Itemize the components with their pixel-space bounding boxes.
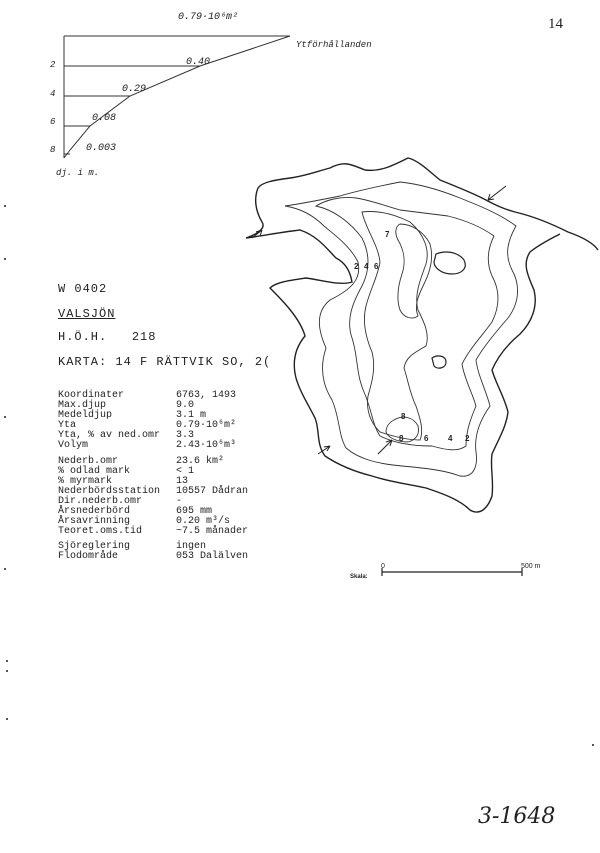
scan-speck	[6, 718, 8, 720]
scan-speck	[4, 205, 6, 207]
scan-speck	[4, 258, 6, 260]
stat-label: Yta, % av ned.omr	[58, 430, 161, 442]
scale-start: 0	[381, 563, 385, 570]
contour-7m	[396, 224, 432, 318]
lake-elevation-value: 218	[131, 330, 157, 344]
hypsograph-area-value: 0.003	[86, 143, 117, 154]
stat-label: Sjöreglering	[58, 541, 131, 553]
contour-label: 4	[448, 434, 453, 443]
hypsograph-depth-tick: 6	[50, 117, 56, 127]
stat-label: Årsnederbörd	[58, 506, 131, 518]
stat-value: 6763, 1493	[176, 390, 237, 401]
lake-shoreline	[246, 158, 598, 512]
hypsograph-top-label: 0.79·10⁶m²	[178, 12, 239, 23]
stat-label: Volym	[58, 440, 89, 452]
stat-label: Nederbördsstation	[58, 485, 161, 497]
outlet-arrow-north	[488, 186, 506, 200]
stat-label: Medeldjup	[58, 410, 113, 422]
stat-value: -	[176, 495, 183, 507]
scan-speck	[4, 568, 6, 570]
contour-label: 2	[465, 434, 470, 443]
scan-speck	[6, 670, 8, 672]
stat-value: 0.79·10⁶m²	[176, 420, 237, 432]
stat-value: 3.3	[176, 430, 195, 442]
contour-label: 4	[364, 262, 369, 271]
stat-value: 695 mm	[176, 506, 213, 518]
contour-label: 7	[385, 230, 390, 239]
hypsograph-area-value: 0.29	[122, 84, 147, 95]
contour-label: 6	[424, 434, 429, 443]
island-middle	[432, 356, 446, 368]
contour-label: 2	[354, 262, 359, 271]
stat-value: 10557 Dådran	[176, 485, 249, 497]
hypsograph-area-value: 0.08	[92, 113, 117, 124]
contour-label: 8	[399, 434, 404, 443]
contour-6m	[362, 211, 427, 440]
stat-value: ingen	[176, 541, 207, 553]
stat-value: < 1	[176, 465, 195, 477]
stat-value: 13	[176, 475, 189, 487]
hypsograph-depth-tick: 8	[50, 145, 56, 155]
lake-id: W 0402	[58, 282, 108, 296]
lake-map-reference: KARTA: 14 F RÄTTVIK SO, 2(	[58, 355, 272, 369]
hypsograph-axis-label: dj. i m.	[56, 168, 100, 178]
stat-value: 053 Dalälven	[176, 551, 249, 563]
stat-value: ~7.5 månader	[176, 526, 249, 538]
lake-name: VALSJÖN	[58, 307, 116, 321]
stat-label: Dir.nederb.omr	[58, 495, 143, 507]
handwritten-note: 3-1648	[478, 804, 556, 829]
scan-speck	[592, 744, 594, 746]
stat-label: Teoret.oms.tid	[58, 526, 143, 538]
inlet-arrow-south	[378, 440, 392, 454]
page-number: 14	[548, 16, 563, 32]
hypsograph-area-value: 0.40	[186, 57, 211, 68]
contour-4m	[316, 197, 498, 449]
stat-label: Nederb.omr	[58, 455, 119, 467]
stat-label: Max.djup	[58, 400, 107, 412]
stat-label: Flodområde	[58, 551, 119, 563]
island-north	[434, 252, 465, 274]
stat-value: 3.1 m	[176, 410, 207, 422]
contour-2m	[285, 182, 518, 476]
scale-end: 500 m	[521, 563, 541, 570]
stat-label: % myrmark	[58, 475, 113, 487]
stat-value: 23.6 km²	[176, 455, 225, 467]
stat-label: % odlad mark	[58, 465, 131, 477]
lake-elevation-label: H.Ö.H.	[58, 330, 108, 344]
contour-label: 6	[374, 262, 379, 271]
scan-speck	[4, 416, 6, 418]
hypsograph-side-label: Ytförhållanden	[296, 40, 372, 50]
scale-label: Skala:	[350, 574, 368, 580]
stat-value: 9.0	[176, 400, 195, 412]
hypsograph-depth-tick: 2	[50, 60, 56, 70]
stat-value: 0.20 m³/s	[176, 516, 231, 528]
stat-label: Årsavrinning	[58, 516, 131, 528]
stat-label: Koordinater	[58, 390, 125, 401]
contour-label: 8	[401, 412, 406, 421]
scan-speck	[6, 660, 8, 662]
hypsograph-depth-tick: 4	[50, 89, 56, 99]
stat-label: Yta	[58, 420, 77, 432]
stat-value: 2.43·10⁶m³	[176, 440, 237, 452]
